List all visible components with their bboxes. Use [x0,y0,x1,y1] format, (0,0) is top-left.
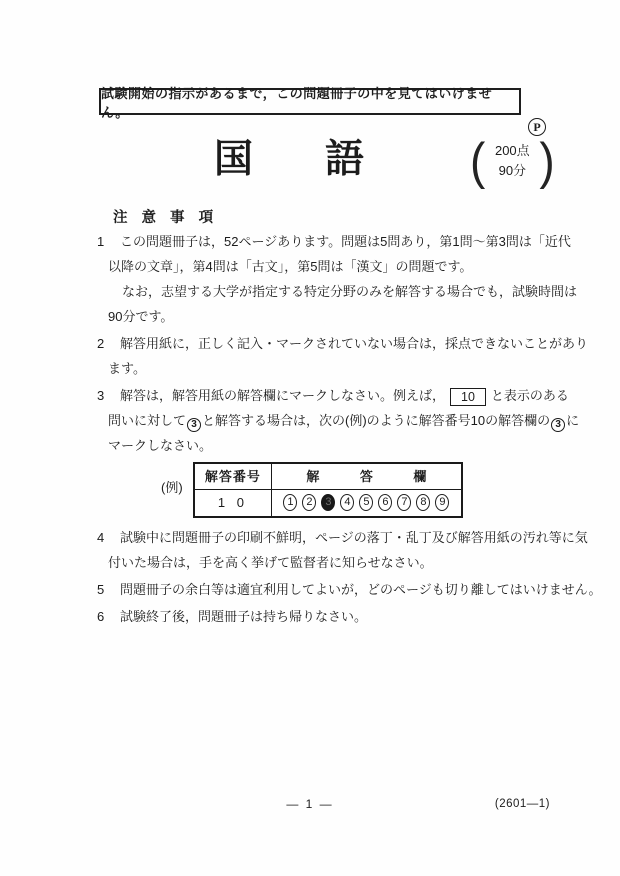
note-text: 試験中に問題冊子の印刷不鮮明，ページの落丁・乱丁及び解答用紙の汚れ等に気 [120,529,588,545]
note-text: と解答する場合は，次の(例)のように解答番号10の解答欄の [202,413,551,428]
note-item-6 [97,604,575,629]
table-header-row [194,463,462,490]
note-text: この問題冊子は，52ページあります。問題は5問あり，第1問～第3問は「近代 [120,234,571,249]
note-item-4 [97,525,588,575]
note-number: 5 [97,581,105,597]
note-text: 問いに対して [108,413,187,428]
answer-digit: 9 [435,494,449,511]
example-label: (例) [161,480,183,495]
notice-text: 試験開始の指示があるまで，この問題冊子の中を見てはいけません。 [101,85,493,120]
note-text: 解答は，解答用紙の解答欄にマークしなさい。例えば， [120,388,446,403]
circled-3-icon: 3 [551,418,565,432]
answer-digit: 3 [321,494,335,511]
note-text: と表示のある [490,388,569,403]
answer-number-value: 1 0 [194,490,272,517]
note-text: 付いた場合は，手を高く挙げて監督者に知らせなさい。 [108,554,433,570]
notice-box [99,85,521,120]
note-number: 4 [97,529,105,545]
note-text: 試験終了後，問題冊子は持ち帰りなさい。 [120,608,368,624]
note-item-1 [97,229,578,329]
notes-heading: 注 意 事 項 [113,210,219,226]
booklet-code: (2601—1) [494,798,550,810]
note-text: に [566,413,580,428]
notes-list [97,229,602,631]
answer-digit: 2 [302,494,316,511]
note-number: 2 [97,336,105,351]
answer-digits-cell [272,490,462,517]
title-char-koku: 国 [214,138,254,181]
example-block [161,462,575,518]
circled-3-icon: 3 [187,418,201,432]
score-time-block [470,132,555,190]
header-answer-column [272,463,462,490]
circled-p-mark: P [528,118,546,136]
note-number: 6 [97,608,105,624]
answer-digit: 1 [283,494,297,511]
title-char-go: 語 [325,138,365,181]
answer-example-table [193,462,463,518]
answer-digit: 8 [416,494,430,511]
score-duration: 90分 [498,163,527,178]
answer-digit: 5 [359,494,373,511]
header-char: 解 [306,469,320,484]
note-text: ます。 [108,361,146,376]
answer-digit: 6 [378,494,392,511]
header-char: 欄 [413,469,427,484]
table-data-row [194,490,462,517]
note-number: 3 [97,388,105,403]
close-paren: ) [539,132,555,190]
note-text: 解答用紙に，正しく記入・マークされていない場合は，採点できないことがあり [120,336,589,351]
note-text: 問題冊子の余白等は適宜利用してよいが，どのページも切り離してはいけません。 [120,581,602,597]
answer-digit: 7 [397,494,411,511]
header-char: 答 [359,469,373,484]
note-text: マークしなさい。 [108,438,213,453]
page-number: — 1 — [286,797,334,811]
exam-title [214,136,364,184]
score-inner [488,141,536,181]
note-item-5 [97,577,602,602]
note-text: 以降の文章」，第4問は「古文」，第5問は「漢文」の問題です。 [108,259,473,274]
note-text: なお，志望する大学が指定する特定分野のみを解答する場合でも，試験時間は [122,284,578,299]
note-item-2 [97,331,589,381]
note-item-3 [97,383,580,458]
score-points: 200点 [494,143,530,158]
note-number: 1 [97,234,105,249]
open-paren: ( [470,132,486,190]
header-answer-number: 解答番号 [194,463,272,490]
note-text: 90分です。 [108,309,174,324]
answer-digit: 4 [340,494,354,511]
answer-number-box: 10 [450,388,486,406]
